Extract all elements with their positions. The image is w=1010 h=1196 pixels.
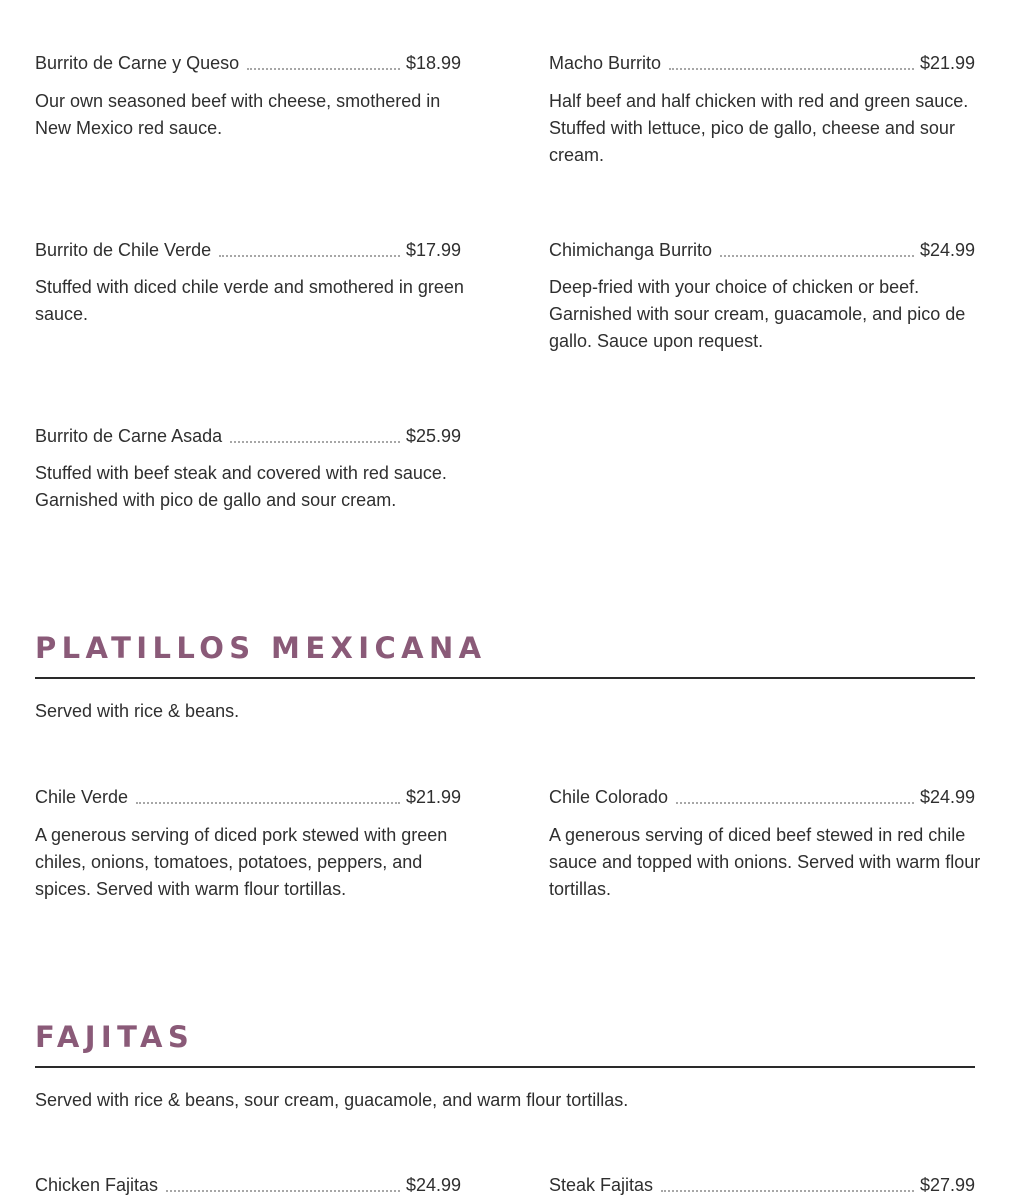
section-divider: [35, 677, 975, 679]
menu-item-header: [35, 786, 461, 808]
menu-item-price: $25.99: [405, 426, 461, 446]
menu-item-price: $21.99: [919, 53, 975, 73]
menu-item-header: [549, 239, 975, 261]
menu-item-header: [35, 52, 461, 74]
menu-item-header: [35, 425, 461, 447]
dot-leader: [247, 68, 400, 70]
dot-leader: [136, 802, 400, 804]
menu-item-price: $17.99: [405, 240, 461, 260]
menu-item-header: [549, 1174, 975, 1196]
dot-leader: [230, 441, 400, 443]
section-title-platillos: PLATILLOS MEXICANA: [35, 631, 487, 665]
menu-item-description: Stuffed with beef steak and covered with red sauce. Garnished with pico de gallo and sour cream.: [35, 463, 447, 510]
menu-item-price: $18.99: [405, 53, 461, 73]
menu-item-name: Chile Verde: [35, 787, 129, 807]
menu-item-description: Deep-fried with your choice of chicken or beef. Garnished with sour cream, guacamole, and pico de gallo. Sauce upon request.: [549, 277, 966, 351]
menu-item-description: Half beef and half chicken with red and green sauce. Stuffed with lettuce, pico de gallo, cheese and sour cream.: [549, 91, 969, 165]
menu-item-name: Steak Fajitas: [549, 1175, 654, 1195]
menu-item-header: [549, 52, 975, 74]
menu-item-header: [35, 1174, 461, 1196]
menu-item-name: Chimichanga Burrito: [549, 240, 713, 260]
section-divider: [35, 1066, 975, 1068]
menu-item-name: Chile Colorado: [549, 787, 669, 807]
menu-item-description: A generous serving of diced pork stewed with green chiles, onions, tomatoes, potatoes, peppers, and spices. Served with warm flour tortillas.: [35, 825, 448, 899]
section-note: Served with rice & beans, sour cream, guacamole, and warm flour tortillas.: [35, 1090, 629, 1110]
menu-item-price: $21.99: [405, 787, 461, 807]
dot-leader: [219, 255, 400, 257]
menu-item-description: A generous serving of diced beef stewed in red chile sauce and topped with onions. Served with warm flour tortillas.: [549, 825, 981, 899]
dot-leader: [669, 68, 914, 70]
menu-item-header: [549, 786, 975, 808]
menu-item-price: $24.99: [919, 240, 975, 260]
menu-item-header: [35, 239, 461, 261]
menu-item-description: Stuffed with diced chile verde and smothered in green sauce.: [35, 277, 464, 324]
menu-item-name: Burrito de Carne y Queso: [35, 53, 240, 73]
menu-item-name: Burrito de Chile Verde: [35, 240, 212, 260]
menu-item-price: $27.99: [919, 1175, 975, 1195]
menu-item-name: Chicken Fajitas: [35, 1175, 159, 1195]
menu-item-description: Our own seasoned beef with cheese, smothered in New Mexico red sauce.: [35, 91, 441, 138]
menu-item-price: $24.99: [919, 787, 975, 807]
dot-leader: [676, 802, 914, 804]
menu-item-name: Macho Burrito: [549, 53, 662, 73]
menu-item-name: Burrito de Carne Asada: [35, 426, 223, 446]
menu-item-price: $24.99: [405, 1175, 461, 1195]
section-title-fajitas: FAJITAS: [35, 1020, 195, 1054]
dot-leader: [720, 255, 914, 257]
section-note: Served with rice & beans.: [35, 701, 240, 721]
